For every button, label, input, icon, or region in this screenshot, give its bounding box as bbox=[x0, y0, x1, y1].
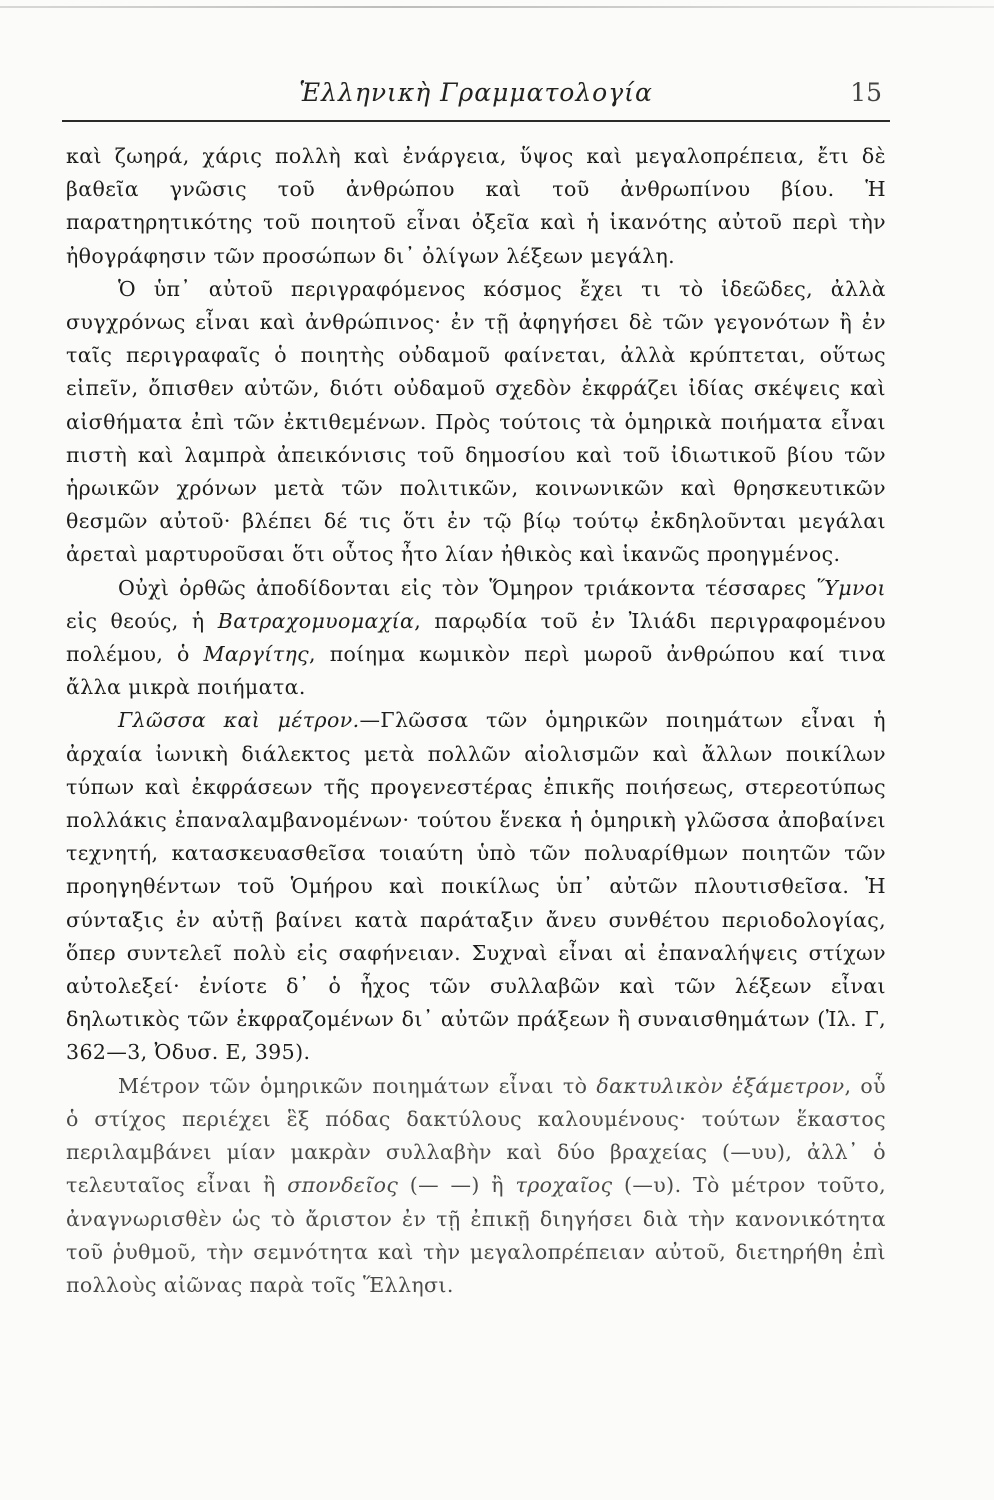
paragraph-3-text-a: Οὐχὶ ὀρθῶς ἀποδίδονται εἰς τὸν Ὅμηρον τριάκοντα τέσσαρες bbox=[118, 575, 817, 600]
paragraph-4-text: —Γλῶσσα τῶν ὁμηρικῶν ποιημάτων εἶναι ἡ ἀρχαία ἰωνικὴ διάλεκτος μετὰ πολλῶν αἰολισμῶν καὶ ἄλλων ποικίλων τύπων καὶ ἐκφράσεων τῆς προγενεστέρας ἐπικῆς ποιήσεως, στερεοτύπως πολλάκις ἐπαναλαμβανομένων· τούτου ἕνεκα ἡ ὁμηρικὴ γλῶσσα ἀποβαίνει τεχνητή, κατασκευασθεῖσα τοιαύτη ὑπὸ τῶν πολυαρίθμων ποιητῶν τῶν προηγηθέντων τοῦ Ὁμήρου καὶ ποικίλως ὑπ᾿ αὐτῶν πλουτισθεῖσα. Ἡ σύνταξις ἐν αὐτῇ βαίνει κατὰ παράταξιν ἄνευ συνθέτου περιοδολογίας, ὅπερ συντελεῖ πολὺ εἰς σαφήνειαν. Συχναὶ εἶναι αἱ ἐπαναλήψεις στίχων αὐτολεξεί· ἐνίοτε δ᾿ ὁ ἦχος τῶν συλλαβῶν καὶ τῶν λέξεων εἶναι δηλωτικὸς τῶν ἐκφραζομένων δι᾿ αὐτῶν πράξεων ἢ συναισθημάτων (Ἰλ. Γ, 362—3, Ὀδυσ. Ε, 395). bbox=[66, 708, 886, 1065]
paragraph-1: καὶ ζωηρά, χάρις πολλὴ καὶ ἐνάργεια, ὕψος καὶ μεγαλοπρέπεια, ἔτι δὲ βαθεῖα γνῶσις τοῦ ἀνθρώπου καὶ τοῦ ἀνθρωπίνου βίου. Ἡ παρατηρητικότης τοῦ ποιητοῦ εἶναι ὀξεῖα καὶ ἡ ἱκανότης αὐτοῦ περὶ τὴν ἠθογράφησιν τῶν προσώπων δι᾿ ὀλίγων λέξεων μεγάλη. bbox=[66, 144, 886, 268]
book-page bbox=[66, 70, 887, 1297]
margites-title: Μαργίτης bbox=[203, 642, 310, 667]
batrachomyomachia-title: Βατραχομυομαχία bbox=[217, 608, 415, 633]
paragraph-5-text-a: Μέτρον τῶν ὁμηρικῶν ποιημάτων εἶναι τὸ bbox=[118, 1073, 597, 1098]
paragraph-5-text-c: , οὗ ὁ στίχος περιέχει ἓξ πόδας δακτύλους καλουμένους· τούτων ἕκαστος περιλαμβάνει μίαν μακρὰν συλλαβὴν καὶ δύο βραχείας (—υυ), ἀλλ᾿ ὁ τελευταῖος εἶναι ἢ bbox=[66, 1073, 887, 1198]
paragraph-4 bbox=[66, 704, 886, 1069]
running-title: Ἑλληνικὴ Γραμματολογία bbox=[299, 78, 653, 107]
section-heading: Γλῶσσα καὶ μέτρον. bbox=[118, 708, 360, 733]
spondee-term: σπονδεῖος bbox=[287, 1173, 399, 1198]
header-rule bbox=[62, 120, 890, 122]
paragraph-5-text-e: (— —) ἢ bbox=[398, 1173, 516, 1198]
page-number: 15 bbox=[850, 78, 882, 107]
paragraph-3-text-e: , παρῳδία τοῦ ἐν Ἰλιάδι περιγραφομένου πολέμου, ὁ bbox=[66, 608, 886, 667]
hymns-title: Ὕμνοι bbox=[816, 575, 886, 600]
scan-edge-line bbox=[0, 6, 994, 8]
paragraph-5-text-g: (—υ). Τὸ μέτρον τοῦτο, ἀναγνωρισθὲν ὡς τὸ ἄριστον ἐν τῇ ἐπικῇ διηγήσει διὰ τὴν κανονικότητα τοῦ ῥυθμοῦ, τὴν σεμνότητα καὶ τὴν μεγαλοπρέπειαν αὐτοῦ, διετηρήθη ἐπὶ πολλοὺς αἰῶνας παρὰ τοῖς Ἕλλησι. bbox=[66, 1173, 887, 1297]
paragraph-3-text-c: εἰς θεούς, ἡ bbox=[66, 608, 218, 633]
paragraph-3 bbox=[66, 572, 886, 705]
paragraph-2: Ὁ ὑπ᾿ αὐτοῦ περιγραφόμενος κόσμος ἔχει τι τὸ ἰδεῶδες, ἀλλὰ συγχρόνως εἶναι καὶ ἀνθρώπινος· ἐν τῇ ἀφηγήσει δὲ τῶν γεγονότων ἢ ἐν ταῖς περιγραφαῖς ὁ ποιητὴς οὐδαμοῦ φαίνεται, ἀλλὰ κρύπτεται, οὕτως εἰπεῖν, ὄπισθεν αὐτῶν, διότι οὐδαμοῦ σχεδὸν ἐκφράζει ἰδίας σκέψεις καὶ αἰσθήματα ἐπὶ τῶν ἐκτιθεμένων. Πρὸς τούτοις τὰ ὁμηρικὰ ποιήματα εἶναι πιστὴ καὶ λαμπρὰ ἀπεικόνισις τοῦ δημοσίου καὶ τοῦ ἰδιωτικοῦ βίου τῶν ἡρωικῶν χρόνων μετὰ τῶν πολιτικῶν, κοινωνικῶν καὶ θρησκευτικῶν θεσμῶν αὐτοῦ· βλέπει δέ τις ὅτι ἐν τῷ βίῳ τούτῳ ἐκδηλοῦνται μεγάλαι ἀρεταὶ μαρτυροῦσαι ὅτι οὗτος ἦτο λίαν ἠθικὸς καὶ ἱκανῶς προηγμένος. bbox=[66, 276, 886, 567]
paragraph-5 bbox=[66, 1070, 886, 1302]
paragraph-3-text-g: , ποίημα κωμικὸν περὶ μωροῦ ἀνθρώπου καί τινα ἄλλα μικρὰ ποιήματα. bbox=[66, 642, 886, 700]
trochee-term: τροχαῖος bbox=[515, 1173, 613, 1198]
page-header bbox=[66, 70, 886, 116]
dactylic-hexameter-term: δακτυλικὸν ἑξάμετρον bbox=[596, 1073, 845, 1098]
body-text bbox=[66, 140, 886, 1302]
